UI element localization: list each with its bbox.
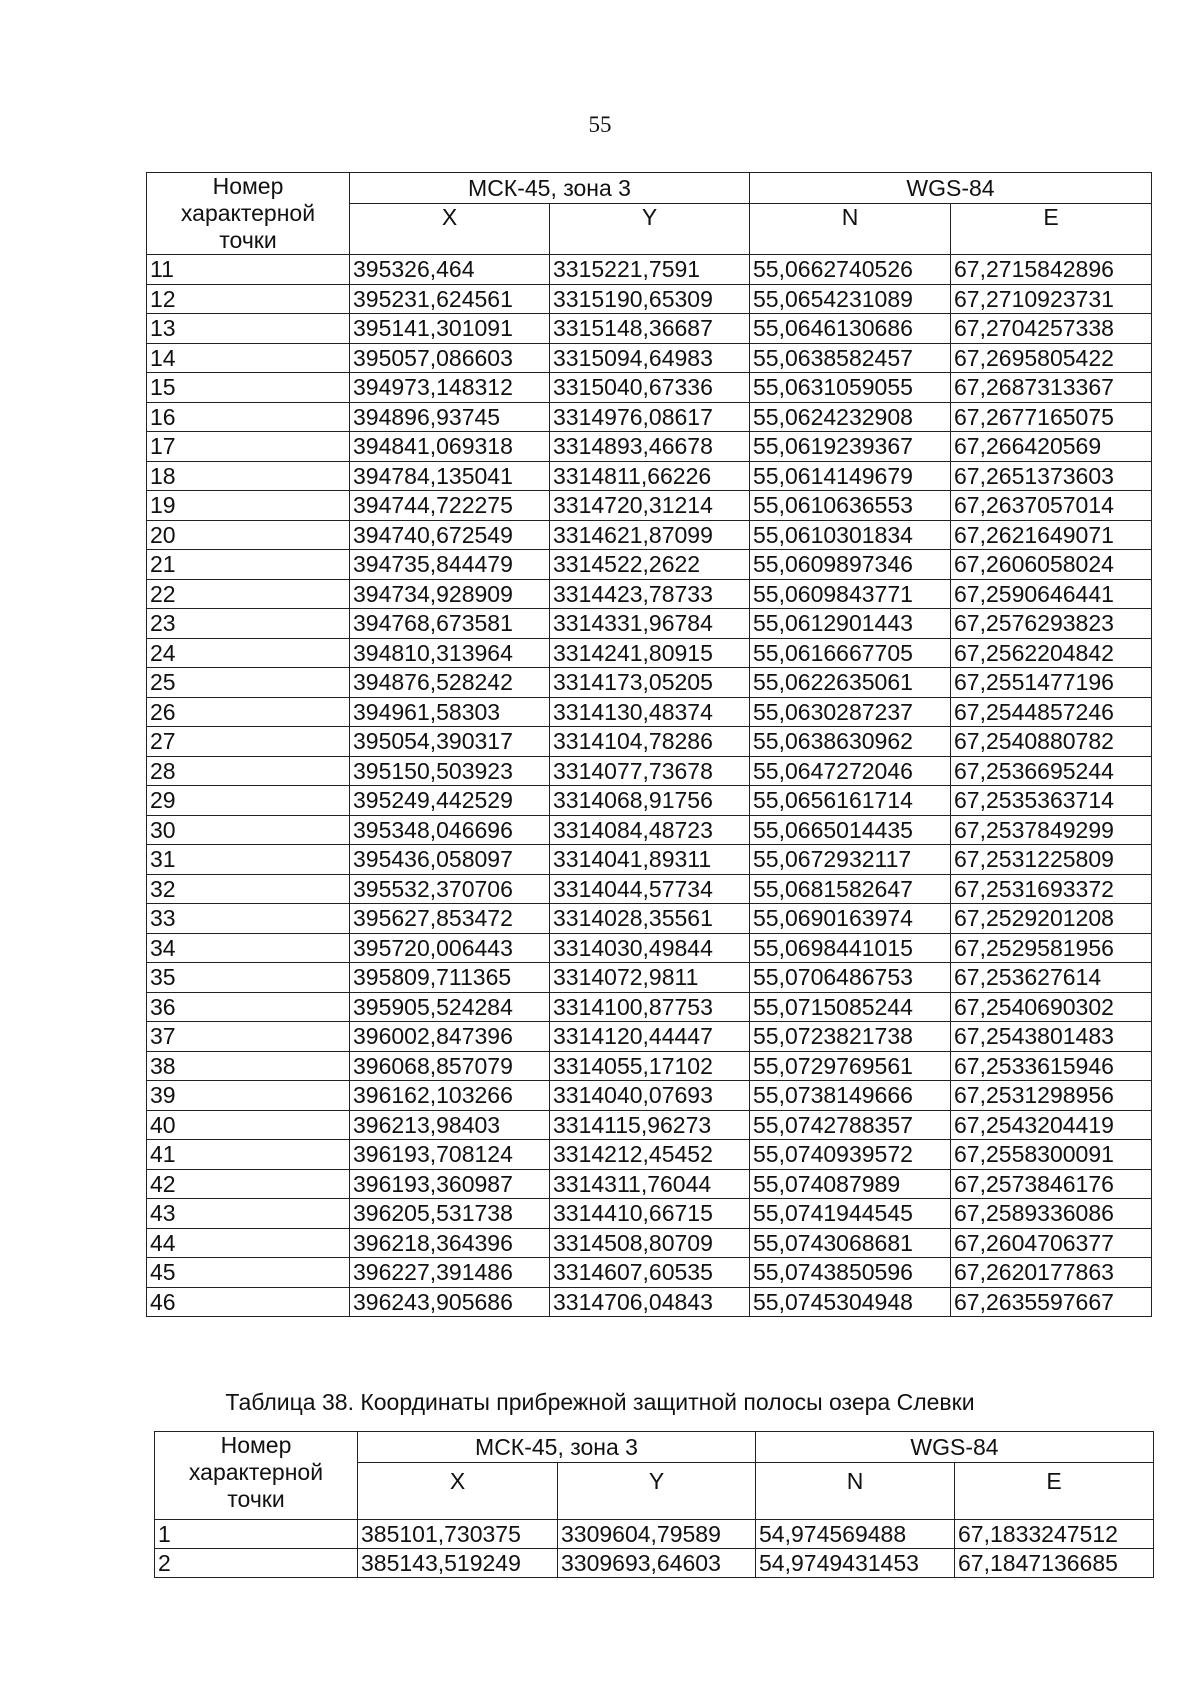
- cell-e: 67,2637057014: [951, 491, 1152, 521]
- cell-y: 3314040,07693: [550, 1081, 750, 1111]
- cell-n: 54,974569488: [756, 1520, 955, 1549]
- cell-y: 3315094,64983: [550, 343, 750, 373]
- table-row: [147, 668, 1152, 698]
- cell-n: 55,0723821738: [750, 1022, 951, 1052]
- cell-point-number: 22: [147, 579, 350, 609]
- cell-e: 67,2573846176: [951, 1169, 1152, 1199]
- header-point-number: Номер характерной точки: [155, 1432, 358, 1520]
- cell-y: 3314976,08617: [550, 402, 750, 432]
- table-row: [147, 373, 1152, 403]
- cell-x: 396205,531738: [350, 1199, 550, 1229]
- cell-n: 55,0614149679: [750, 461, 951, 491]
- table-row: [155, 1520, 1154, 1549]
- cell-x: 395231,624561: [350, 284, 550, 314]
- table-row: [147, 1258, 1152, 1288]
- cell-x: 395150,503923: [350, 756, 550, 786]
- table-row: [147, 697, 1152, 727]
- coordinates-table-lake-slevki: [154, 1431, 1154, 1578]
- cell-x: 394876,528242: [350, 668, 550, 698]
- cell-x: 385143,519249: [358, 1549, 558, 1578]
- header-msk45-zone3: МСК-45, зона 3: [350, 173, 750, 204]
- cell-e: 67,2529581956: [951, 933, 1152, 963]
- cell-y: 3314241,80915: [550, 638, 750, 668]
- cell-e: 67,2621649071: [951, 520, 1152, 550]
- cell-e: 67,2620177863: [951, 1258, 1152, 1288]
- cell-n: 55,0690163974: [750, 904, 951, 934]
- cell-x: 394973,148312: [350, 373, 550, 403]
- cell-y: 3314212,45452: [550, 1140, 750, 1170]
- cell-y: 3314100,87753: [550, 992, 750, 1022]
- cell-y: 3314423,78733: [550, 579, 750, 609]
- cell-y: 3315190,65309: [550, 284, 750, 314]
- cell-x: 395809,711365: [350, 963, 550, 993]
- header-x: X: [358, 1463, 558, 1520]
- table-body: [147, 255, 1152, 1317]
- cell-x: 394961,58303: [350, 697, 550, 727]
- cell-y: 3314084,48723: [550, 815, 750, 845]
- cell-x: 394734,928909: [350, 579, 550, 609]
- cell-n: 55,0631059055: [750, 373, 951, 403]
- cell-x: 396227,391486: [350, 1258, 550, 1288]
- cell-e: 67,2687313367: [951, 373, 1152, 403]
- cell-y: 3314522,2622: [550, 550, 750, 580]
- cell-x: 396162,103266: [350, 1081, 550, 1111]
- cell-y: 3315040,67336: [550, 373, 750, 403]
- cell-y: 3314811,66226: [550, 461, 750, 491]
- cell-point-number: 44: [147, 1228, 350, 1258]
- table-row: [147, 579, 1152, 609]
- cell-x: 394841,069318: [350, 432, 550, 462]
- cell-x: 396213,98403: [350, 1110, 550, 1140]
- cell-n: 55,0745304948: [750, 1287, 951, 1317]
- table-row: [147, 904, 1152, 934]
- table-row: [147, 402, 1152, 432]
- coordinates-table-continued: [146, 172, 1152, 1317]
- cell-point-number: 31: [147, 845, 350, 875]
- cell-n: 55,0662740526: [750, 255, 951, 285]
- cell-point-number: 24: [147, 638, 350, 668]
- cell-e: 67,2543801483: [951, 1022, 1152, 1052]
- table-row: [147, 1287, 1152, 1317]
- cell-point-number: 19: [147, 491, 350, 521]
- cell-x: 394735,844479: [350, 550, 550, 580]
- cell-point-number: 15: [147, 373, 350, 403]
- cell-x: 394740,672549: [350, 520, 550, 550]
- cell-point-number: 33: [147, 904, 350, 934]
- table-row: [155, 1549, 1154, 1578]
- cell-point-number: 1: [155, 1520, 358, 1549]
- cell-n: 55,0743850596: [750, 1258, 951, 1288]
- header-n: N: [756, 1463, 955, 1520]
- cell-e: 67,266420569: [951, 432, 1152, 462]
- cell-point-number: 14: [147, 343, 350, 373]
- cell-n: 55,0609843771: [750, 579, 951, 609]
- cell-y: 3314331,96784: [550, 609, 750, 639]
- cell-n: 55,0738149666: [750, 1081, 951, 1111]
- cell-point-number: 17: [147, 432, 350, 462]
- header-wgs84: WGS-84: [756, 1432, 1154, 1463]
- cell-x: 395532,370706: [350, 874, 550, 904]
- cell-e: 67,2677165075: [951, 402, 1152, 432]
- cell-e: 67,2715842896: [951, 255, 1152, 285]
- table-row: [147, 550, 1152, 580]
- cell-x: 396243,905686: [350, 1287, 550, 1317]
- cell-e: 67,2635597667: [951, 1287, 1152, 1317]
- cell-y: 3314077,73678: [550, 756, 750, 786]
- cell-y: 3314072,9811: [550, 963, 750, 993]
- cell-e: 67,2529201208: [951, 904, 1152, 934]
- cell-y: 3314410,66715: [550, 1199, 750, 1229]
- cell-n: 55,0624232908: [750, 402, 951, 432]
- table-caption: Таблица 38. Координаты прибрежной защитной полосы озера Слевки: [225, 1389, 975, 1415]
- cell-x: 385101,730375: [358, 1520, 558, 1549]
- table-row: [147, 1199, 1152, 1229]
- cell-y: 3314044,57734: [550, 874, 750, 904]
- table-row: [147, 1081, 1152, 1111]
- header-e: E: [951, 204, 1152, 255]
- cell-n: 55,0647272046: [750, 756, 951, 786]
- cell-point-number: 39: [147, 1081, 350, 1111]
- cell-point-number: 37: [147, 1022, 350, 1052]
- table-row: [147, 461, 1152, 491]
- cell-n: 55,0622635061: [750, 668, 951, 698]
- cell-e: 67,2540690302: [951, 992, 1152, 1022]
- cell-point-number: 23: [147, 609, 350, 639]
- cell-y: 3314130,48374: [550, 697, 750, 727]
- cell-e: 67,2562204842: [951, 638, 1152, 668]
- cell-n: 55,0654231089: [750, 284, 951, 314]
- cell-n: 55,0638582457: [750, 343, 951, 373]
- table-row: [147, 756, 1152, 786]
- table-row: [147, 314, 1152, 344]
- cell-x: 395054,390317: [350, 727, 550, 757]
- cell-e: 67,2551477196: [951, 668, 1152, 698]
- table-row: [147, 491, 1152, 521]
- cell-n: 55,0698441015: [750, 933, 951, 963]
- table-row: [147, 1169, 1152, 1199]
- cell-e: 67,2576293823: [951, 609, 1152, 639]
- cell-y: 3314720,31214: [550, 491, 750, 521]
- cell-x: 394744,722275: [350, 491, 550, 521]
- cell-e: 67,253627614: [951, 963, 1152, 993]
- cell-e: 67,2531225809: [951, 845, 1152, 875]
- cell-y: 3314115,96273: [550, 1110, 750, 1140]
- cell-point-number: 28: [147, 756, 350, 786]
- table-row: [147, 1140, 1152, 1170]
- cell-point-number: 20: [147, 520, 350, 550]
- cell-n: 55,0630287237: [750, 697, 951, 727]
- cell-x: 396068,857079: [350, 1051, 550, 1081]
- header-n: N: [750, 204, 951, 255]
- cell-y: 3314621,87099: [550, 520, 750, 550]
- cell-y: 3315148,36687: [550, 314, 750, 344]
- cell-y: 3314607,60535: [550, 1258, 750, 1288]
- cell-y: 3314706,04843: [550, 1287, 750, 1317]
- cell-n: 55,0610636553: [750, 491, 951, 521]
- header-y: Y: [550, 204, 750, 255]
- cell-e: 67,2533615946: [951, 1051, 1152, 1081]
- table-row: [147, 815, 1152, 845]
- cell-y: 3314104,78286: [550, 727, 750, 757]
- cell-e: 67,2604706377: [951, 1228, 1152, 1258]
- cell-x: 396193,708124: [350, 1140, 550, 1170]
- table-row: [147, 1051, 1152, 1081]
- table-row: [147, 432, 1152, 462]
- cell-point-number: 40: [147, 1110, 350, 1140]
- cell-e: 67,2535363714: [951, 786, 1152, 816]
- cell-x: 396218,364396: [350, 1228, 550, 1258]
- cell-n: 55,074087989: [750, 1169, 951, 1199]
- cell-y: 3314508,80709: [550, 1228, 750, 1258]
- cell-y: 3314028,35561: [550, 904, 750, 934]
- cell-e: 67,2651373603: [951, 461, 1152, 491]
- table-row: [147, 786, 1152, 816]
- cell-e: 67,2536695244: [951, 756, 1152, 786]
- cell-point-number: 21: [147, 550, 350, 580]
- table-row: [147, 992, 1152, 1022]
- cell-n: 55,0612901443: [750, 609, 951, 639]
- cell-point-number: 30: [147, 815, 350, 845]
- header-point-number: Номер характерной точки: [147, 173, 350, 255]
- cell-y: 3314055,17102: [550, 1051, 750, 1081]
- table-row: [147, 609, 1152, 639]
- table-row: [147, 1228, 1152, 1258]
- cell-e: 67,2695805422: [951, 343, 1152, 373]
- cell-e: 67,2531693372: [951, 874, 1152, 904]
- cell-point-number: 34: [147, 933, 350, 963]
- cell-x: 395627,853472: [350, 904, 550, 934]
- cell-n: 55,0619239367: [750, 432, 951, 462]
- cell-x: 395057,086603: [350, 343, 550, 373]
- cell-y: 3314030,49844: [550, 933, 750, 963]
- cell-e: 67,2589336086: [951, 1199, 1152, 1229]
- cell-e: 67,2704257338: [951, 314, 1152, 344]
- cell-point-number: 25: [147, 668, 350, 698]
- cell-x: 396193,360987: [350, 1169, 550, 1199]
- cell-x: 394768,673581: [350, 609, 550, 639]
- cell-y: 3309693,64603: [558, 1549, 756, 1578]
- cell-x: 395249,442529: [350, 786, 550, 816]
- cell-x: 395720,006443: [350, 933, 550, 963]
- cell-point-number: 26: [147, 697, 350, 727]
- table-row: [147, 520, 1152, 550]
- cell-n: 55,0742788357: [750, 1110, 951, 1140]
- cell-point-number: 36: [147, 992, 350, 1022]
- cell-y: 3314120,44447: [550, 1022, 750, 1052]
- table-row: [147, 845, 1152, 875]
- table-body: [155, 1520, 1154, 1578]
- header-wgs84: WGS-84: [750, 173, 1152, 204]
- header-x: X: [350, 204, 550, 255]
- cell-n: 55,0681582647: [750, 874, 951, 904]
- table-row: [147, 255, 1152, 285]
- cell-y: 3314041,89311: [550, 845, 750, 875]
- cell-point-number: 13: [147, 314, 350, 344]
- cell-n: 55,0646130686: [750, 314, 951, 344]
- cell-n: 54,9749431453: [756, 1549, 955, 1578]
- cell-x: 394896,93745: [350, 402, 550, 432]
- table-row: [147, 727, 1152, 757]
- cell-e: 67,2558300091: [951, 1140, 1152, 1170]
- table-row: [147, 1110, 1152, 1140]
- cell-e: 67,1833247512: [955, 1520, 1154, 1549]
- cell-point-number: 35: [147, 963, 350, 993]
- cell-n: 55,0610301834: [750, 520, 951, 550]
- cell-e: 67,2590646441: [951, 579, 1152, 609]
- table-row: [147, 284, 1152, 314]
- table-row: [147, 638, 1152, 668]
- table-row: [147, 1022, 1152, 1052]
- cell-n: 55,0638630962: [750, 727, 951, 757]
- cell-e: 67,2531298956: [951, 1081, 1152, 1111]
- cell-e: 67,1847136685: [955, 1549, 1154, 1578]
- cell-x: 395141,301091: [350, 314, 550, 344]
- cell-n: 55,0743068681: [750, 1228, 951, 1258]
- cell-point-number: 27: [147, 727, 350, 757]
- cell-point-number: 45: [147, 1258, 350, 1288]
- cell-n: 55,0665014435: [750, 815, 951, 845]
- cell-y: 3314173,05205: [550, 668, 750, 698]
- cell-y: 3314893,46678: [550, 432, 750, 462]
- cell-e: 67,2606058024: [951, 550, 1152, 580]
- cell-point-number: 32: [147, 874, 350, 904]
- cell-x: 395326,464: [350, 255, 550, 285]
- cell-point-number: 16: [147, 402, 350, 432]
- cell-n: 55,0609897346: [750, 550, 951, 580]
- cell-point-number: 29: [147, 786, 350, 816]
- cell-e: 67,2540880782: [951, 727, 1152, 757]
- cell-n: 55,0741944545: [750, 1199, 951, 1229]
- cell-x: 395905,524284: [350, 992, 550, 1022]
- cell-x: 394810,313964: [350, 638, 550, 668]
- cell-n: 55,0616667705: [750, 638, 951, 668]
- cell-n: 55,0715085244: [750, 992, 951, 1022]
- cell-point-number: 43: [147, 1199, 350, 1229]
- cell-n: 55,0729769561: [750, 1051, 951, 1081]
- cell-y: 3314068,91756: [550, 786, 750, 816]
- table-row: [147, 933, 1152, 963]
- cell-e: 67,2537849299: [951, 815, 1152, 845]
- cell-n: 55,0672932117: [750, 845, 951, 875]
- cell-point-number: 18: [147, 461, 350, 491]
- cell-e: 67,2543204419: [951, 1110, 1152, 1140]
- cell-e: 67,2710923731: [951, 284, 1152, 314]
- cell-y: 3309604,79589: [558, 1520, 756, 1549]
- cell-point-number: 42: [147, 1169, 350, 1199]
- cell-x: 394784,135041: [350, 461, 550, 491]
- cell-x: 396002,847396: [350, 1022, 550, 1052]
- cell-e: 67,2544857246: [951, 697, 1152, 727]
- page-number: 55: [588, 112, 612, 137]
- cell-point-number: 41: [147, 1140, 350, 1170]
- cell-point-number: 38: [147, 1051, 350, 1081]
- cell-n: 55,0740939572: [750, 1140, 951, 1170]
- cell-y: 3315221,7591: [550, 255, 750, 285]
- cell-point-number: 11: [147, 255, 350, 285]
- table-row: [147, 963, 1152, 993]
- header-y: Y: [558, 1463, 756, 1520]
- cell-point-number: 46: [147, 1287, 350, 1317]
- cell-n: 55,0706486753: [750, 963, 951, 993]
- cell-n: 55,0656161714: [750, 786, 951, 816]
- table-row: [147, 343, 1152, 373]
- cell-x: 395348,046696: [350, 815, 550, 845]
- header-e: E: [955, 1463, 1154, 1520]
- cell-y: 3314311,76044: [550, 1169, 750, 1199]
- cell-point-number: 12: [147, 284, 350, 314]
- header-msk45-zone3: МСК-45, зона 3: [358, 1432, 756, 1463]
- cell-x: 395436,058097: [350, 845, 550, 875]
- cell-point-number: 2: [155, 1549, 358, 1578]
- table-row: [147, 874, 1152, 904]
